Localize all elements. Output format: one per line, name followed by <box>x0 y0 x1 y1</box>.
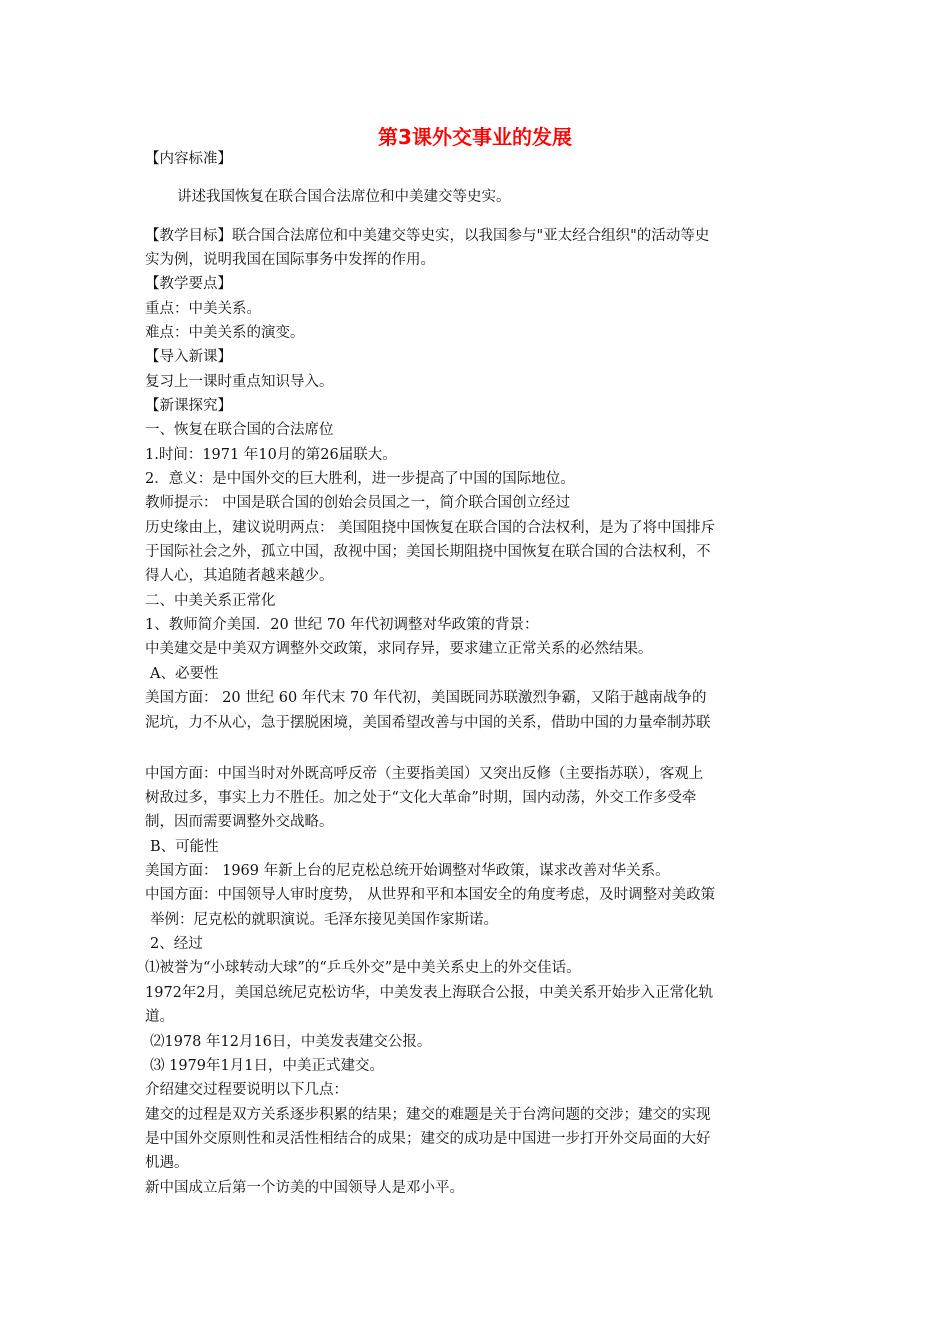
paragraph-line: 泥坑，力不从心，急于摆脱困境，美国希望改善与中国的关系，借助中国的力量牵制苏联 <box>145 715 711 731</box>
paragraph-line: 2．意义：是中国外交的巨大胜利，进一步提高了中国的国际地位。 <box>145 471 575 487</box>
paragraph-line: 1、教师简介美国．20 世纪 70 年代初调整对华政策的背景： <box>145 617 539 633</box>
paragraph-line: 复习上一课时重点知识导入。 <box>145 374 334 390</box>
section-heading: 二、中美关系正常化 <box>145 593 276 609</box>
paragraph-line: 1.时间：1971 年10月的第26届联大。 <box>145 447 397 463</box>
paragraph-line: 介绍建交过程要说明以下几点： <box>145 1082 348 1098</box>
paragraph-line: ⑴被誉为“小球转动大球”的“乒乓外交”是中美关系史上的外交佳话。 <box>145 960 581 976</box>
paragraph-line: 实为例，说明我国在国际事务中发挥的作用。 <box>145 252 435 268</box>
paragraph-line: 美国方面： 20 世纪 60 年代末 70 年代初，美国既同苏联激烈争霸，又陷于越南战争的 <box>145 690 707 706</box>
heading-new-lesson: 【新课探究】 <box>145 398 232 414</box>
heading-introduction: 【导入新课】 <box>145 349 232 365</box>
paragraph-line: 1972年2月，美国总统尼克松访华，中美发表上海联合公报，中美关系开始步入正常化轨 <box>145 985 714 1001</box>
paragraph-line: 中美建交是中美双方调整外交政策，求同存异，要求建立正常关系的必然结果。 <box>145 641 653 657</box>
paragraph-line: ⑵1978 年12月16日，中美发表建交公报。 <box>150 1034 432 1050</box>
paragraph-line: 得人心，其追随者越来越少。 <box>145 568 334 584</box>
paragraph-line: 道。 <box>145 1009 174 1025</box>
paragraph-line: 新中国成立后第一个访美的中国领导人是邓小平。 <box>145 1180 464 1196</box>
heading-teaching-goal: 【教学目标】联合国合法席位和中美建交等史实，以我国参与"亚太经合组织"的活动等史 <box>145 228 710 244</box>
section-heading: 一、恢复在联合国的合法席位 <box>145 422 334 438</box>
heading-key-points: 【教学要点】 <box>145 276 232 292</box>
paragraph-line: 重点：中美关系。 <box>145 301 261 317</box>
sub-heading: 2、经过 <box>150 936 203 952</box>
paragraph-line: 于国际社会之外，孤立中国，敌视中国；美国长期阻挠中国恢复在联合国的合法权利，不 <box>145 544 711 560</box>
paragraph-line: 制，因而需要调整外交战略。 <box>145 814 334 830</box>
sub-heading: A、必要性 <box>150 666 219 682</box>
paragraph-line: 教师提示： 中国是联合国的创始会员国之一，简介联合国创立经过 <box>145 495 571 511</box>
paragraph-line: 是中国外交原则性和灵活性相结合的成果；建交的成功是中国进一步打开外交局面的大好 <box>145 1131 711 1147</box>
paragraph-line: 难点：中美关系的演变。 <box>145 325 305 341</box>
lesson-title: 第3课外交事业的发展 <box>378 125 572 149</box>
paragraph-line: 树敌过多，事实上力不胜任。加之处于“文化大革命”时期，国内动荡，外交工作多受牵 <box>145 790 697 806</box>
paragraph-line: 机遇。 <box>145 1155 189 1171</box>
paragraph-line: 历史缘由上，建议说明两点： 美国阻挠中国恢复在联合国的合法权利，是为了将中国排斥 <box>145 520 716 536</box>
paragraph-line: 讲述我国恢复在联合国合法席位和中美建交等史实。 <box>177 189 511 205</box>
paragraph-line: 中国方面：中国当时对外既高呼反帝（主要指美国）又突出反修（主要指苏联），客观上 <box>145 766 704 782</box>
paragraph-line: 举例：尼克松的就职演说。毛泽东接见美国作家斯诺。 <box>150 912 498 928</box>
paragraph-line: 中国方面：中国领导人审时度势， 从世界和平和本国安全的角度考虑，及时调整对美政策 <box>145 887 716 903</box>
paragraph-line: ⑶ 1979年1月1日，中美正式建交。 <box>150 1058 384 1074</box>
sub-heading: B、可能性 <box>150 839 219 855</box>
paragraph-line: 美国方面： 1969 年新上台的尼克松总统开始调整对华政策，谋求改善对华关系。 <box>145 863 670 879</box>
heading-content-standard: 【内容标准】 <box>145 151 232 167</box>
paragraph-line: 建交的过程是双方关系逐步积累的结果；建交的难题是关于台湾问题的交涉；建交的实现 <box>145 1107 711 1123</box>
